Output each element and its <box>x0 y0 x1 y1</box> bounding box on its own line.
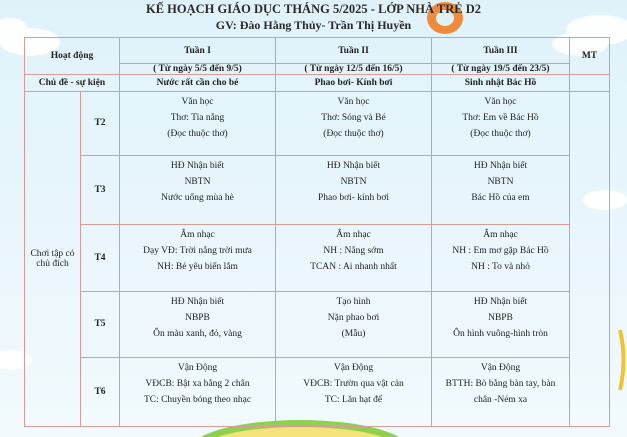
cell-line: NBTN <box>340 177 367 188</box>
cell-line: (Đọc thuộc thơ) <box>167 128 228 139</box>
header-week-3-dates: ( Từ ngày 19/5 đến 23/5) <box>432 64 570 75</box>
cell-line: TC: Chuyền bóng theo nhạc <box>143 395 252 406</box>
day-label: T5 <box>81 291 120 358</box>
cell-line: TC: Lăn hạt đế <box>324 395 383 406</box>
header-mt: MT <box>570 38 610 75</box>
cell-line: Vận Động <box>333 363 374 374</box>
cell-line: HĐ Nhận biết <box>326 161 381 172</box>
activity-cell <box>276 156 432 225</box>
cell-line: VĐCB: Bật xa bằng 2 chân <box>145 379 250 390</box>
cell-line: NBPB <box>488 312 513 323</box>
activity-cell <box>432 91 570 156</box>
header-week-1-dates: ( Từ ngày 5/5 đến 9/5) <box>120 64 276 75</box>
activity-cell <box>120 156 276 225</box>
activity-cell <box>276 291 432 358</box>
schedule-table <box>24 37 610 427</box>
theme-week-3: Sinh nhật Bác Hồ <box>432 75 570 91</box>
header-week-2: Tuần II <box>276 38 432 64</box>
cell-line: Văn học <box>484 96 517 107</box>
day-label: T4 <box>81 224 120 291</box>
theme-week-1: Nước rất cần cho bé <box>120 75 276 91</box>
activity-cell <box>276 224 432 291</box>
group-label: Chơi tập có chủ đích <box>25 91 81 426</box>
header-week-1: Tuần I <box>120 38 276 64</box>
cell-line: HĐ Nhận biết <box>473 296 528 307</box>
activity-cell <box>120 358 276 427</box>
cell-line: Ôn màu xanh, đỏ, vàng <box>153 328 242 339</box>
cell-line: Tạo hình <box>336 296 371 307</box>
cell-line: Văn học <box>337 96 370 107</box>
header-week-2-dates: ( Từ ngày 12/5 đến 16/5) <box>276 64 432 75</box>
day-label: T6 <box>81 358 120 427</box>
activity-cell <box>432 291 570 358</box>
activity-cell <box>120 224 276 291</box>
activity-cell <box>120 291 276 358</box>
activity-cell <box>276 91 432 156</box>
mt-cell <box>570 75 610 91</box>
cell-line: TCAN : Ai nhanh nhất <box>310 261 397 272</box>
cell-line: Vận Động <box>480 363 521 374</box>
cell-line: Ôn hình vuông-hình tròn <box>453 328 548 339</box>
cell-line: (Đọc thuộc thơ) <box>323 128 384 139</box>
cell-line: Dạy VĐ: Trời nắng trời mưa <box>143 245 252 256</box>
cell-line: Thơ: Sóng và Bé <box>321 112 386 123</box>
cell-line: Nặn phao bơi <box>327 312 380 323</box>
day-label: T3 <box>81 156 120 225</box>
activity-cell <box>120 91 276 156</box>
cell-line: NBTN <box>184 177 211 188</box>
theme-label: Chủ đề - sự kiện <box>25 75 120 91</box>
cell-line: Nước uống mùa hè <box>161 193 234 204</box>
activity-cell <box>432 224 570 291</box>
cell-line: NBTN <box>487 177 514 188</box>
cell-line: NH: Bé yêu biển lắm <box>157 261 238 272</box>
cell-line: Thơ: Tia nắng <box>170 112 225 123</box>
page-title: KẾ HOẠCH GIÁO DỤC THÁNG 5/2025 - LỚP NHÀ TRẺ D2 <box>146 2 481 16</box>
cell-line: NH : Em mơ gặp Bác Hồ <box>452 245 549 256</box>
page-subtitle: GV: Đào Hằng Thủy- Trần Thị Huyền <box>215 18 412 32</box>
header-activity: Hoạt động <box>25 38 120 75</box>
cell-line: Vận Động <box>177 363 218 374</box>
cell-line: NBPB <box>185 312 210 323</box>
cell-line: chân -Ném xa <box>473 395 528 406</box>
mt-column <box>570 91 610 426</box>
cell-line: Âm nhạc <box>483 229 518 240</box>
cell-line: Bác Hồ của em <box>471 193 530 204</box>
cell-line: BTTH: Bò bằng bàn tay, bàn <box>445 379 556 390</box>
cell-line: (Mẫu) <box>341 328 366 339</box>
activity-cell <box>432 358 570 427</box>
cell-line: (Đọc thuộc thơ) <box>470 128 531 139</box>
cell-line: NH : To và nhỏ <box>471 261 530 272</box>
cell-line: NH : Nắng sớm <box>323 245 384 256</box>
cell-line: VĐCB: Trườn qua vật cản <box>303 379 404 390</box>
cell-line: HĐ Nhận biết <box>170 161 225 172</box>
cell-line: Phao bơi- kính bơi <box>317 193 389 204</box>
cell-line: HĐ Nhận biết <box>170 296 225 307</box>
header-week-3: Tuần III <box>432 38 570 64</box>
cell-line: Âm nhạc <box>180 229 215 240</box>
cell-line: HĐ Nhận biết <box>473 161 528 172</box>
theme-week-2: Phao bơi- Kính bơi <box>276 75 432 91</box>
cell-line: Thơ: Em về Bác Hồ <box>462 112 539 123</box>
cell-line: Văn học <box>181 96 214 107</box>
day-label: T2 <box>81 91 120 156</box>
cell-line: Âm nhạc <box>336 229 371 240</box>
activity-cell <box>276 358 432 427</box>
activity-cell <box>432 156 570 225</box>
